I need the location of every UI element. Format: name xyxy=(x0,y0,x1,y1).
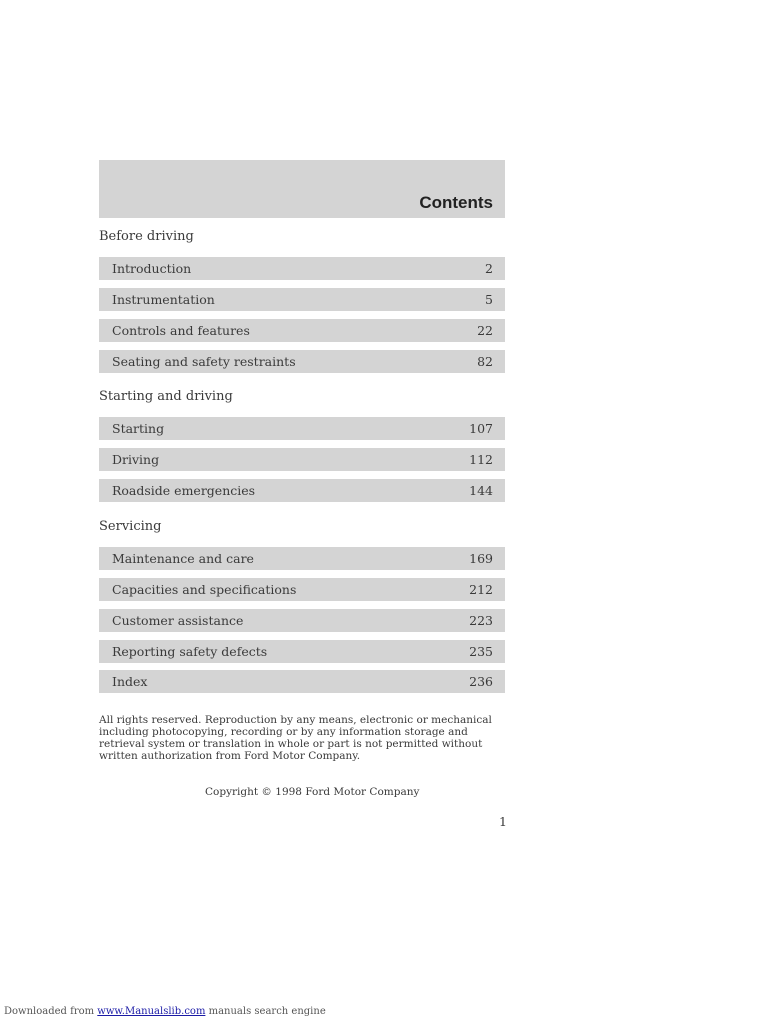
contents-header-band xyxy=(99,160,505,218)
toc-entry-label: Capacities and specifications xyxy=(112,582,297,597)
toc-entry-label: Maintenance and care xyxy=(112,551,254,566)
toc-entry-page: 112 xyxy=(469,452,493,467)
manualslib-link[interactable]: www.Manualslib.com xyxy=(97,1006,206,1017)
toc-row-controls-and-features[interactable] xyxy=(99,319,505,342)
toc-row-roadside-emergencies[interactable] xyxy=(99,479,505,502)
toc-row-introduction[interactable] xyxy=(99,257,505,280)
toc-entry-page: 144 xyxy=(469,483,493,498)
toc-entry-page: 107 xyxy=(469,421,493,436)
section-label-servicing: Servicing xyxy=(99,519,162,534)
toc-row-seating-and-safety-restraints[interactable] xyxy=(99,350,505,373)
toc-entry-page: 5 xyxy=(485,292,493,307)
toc-entry-label: Starting xyxy=(112,421,165,436)
copyright-line: Copyright © 1998 Ford Motor Company xyxy=(205,786,420,798)
toc-entry-label: Introduction xyxy=(112,261,192,276)
toc-entry-page: 2 xyxy=(485,261,493,276)
toc-entry-label: Reporting safety defects xyxy=(112,644,268,659)
toc-entry-page: 22 xyxy=(477,323,493,338)
toc-entry-page: 212 xyxy=(469,582,493,597)
toc-entry-label: Seating and safety restraints xyxy=(112,354,296,369)
toc-entry-page: 223 xyxy=(469,613,493,628)
toc-row-starting[interactable] xyxy=(99,417,505,440)
download-footer xyxy=(4,1006,326,1017)
section-label-before-driving: Before driving xyxy=(99,229,194,244)
toc-entry-label: Controls and features xyxy=(112,323,250,338)
toc-entry-page: 236 xyxy=(469,674,493,689)
toc-entry-page: 82 xyxy=(477,354,493,369)
toc-entry-label: Index xyxy=(112,674,148,689)
toc-entry-label: Driving xyxy=(112,452,160,467)
toc-row-instrumentation[interactable] xyxy=(99,288,505,311)
toc-row-reporting-safety-defects[interactable] xyxy=(99,640,505,663)
toc-entry-label: Customer assistance xyxy=(112,613,244,628)
toc-row-capacities-and-specifications[interactable] xyxy=(99,578,505,601)
section-label-starting-and-driving: Starting and driving xyxy=(99,389,233,404)
toc-row-driving[interactable] xyxy=(99,448,505,471)
toc-row-maintenance-and-care[interactable] xyxy=(99,547,505,570)
toc-row-customer-assistance[interactable] xyxy=(99,609,505,632)
toc-entry-page: 169 xyxy=(469,551,493,566)
footer-suffix: manuals search engine xyxy=(208,1006,326,1017)
toc-entry-label: Instrumentation xyxy=(112,292,215,307)
page-title: Contents xyxy=(419,193,493,212)
footer-prefix: Downloaded from xyxy=(4,1006,95,1017)
legal-notice: All rights reserved. Reproduction by any means, electronic or mechanical including photocopying, recording or by any information storage and retrieval system or translation in whole or part is not permitted without written authorization from Ford Motor Company. xyxy=(99,714,492,762)
toc-row-index[interactable] xyxy=(99,670,505,693)
toc-entry-label: Roadside emergencies xyxy=(112,483,256,498)
page-number: 1 xyxy=(499,814,507,829)
toc-entry-page: 235 xyxy=(469,644,493,659)
